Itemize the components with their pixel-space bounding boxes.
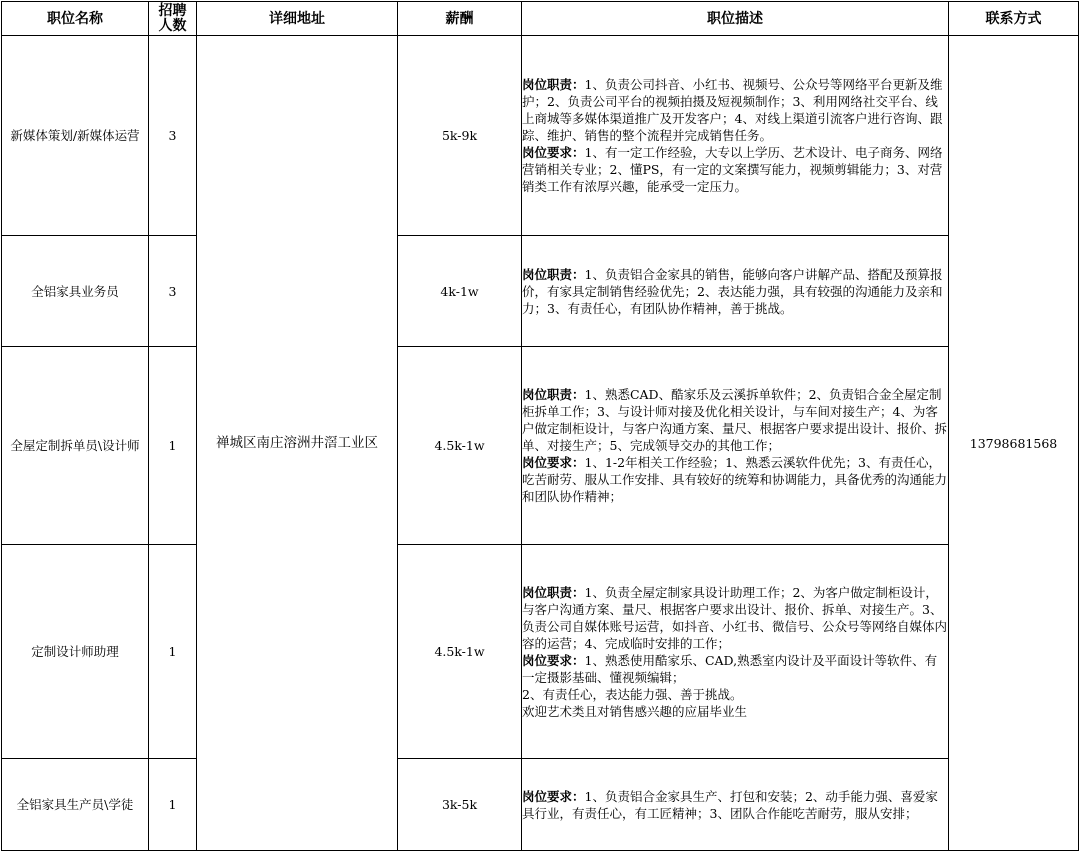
desc-block (522, 266, 948, 317)
table-header-row (2, 2, 1079, 36)
desc-text: 1、熟悉使用酷家乐、CAD,熟悉室内设计及平面设计等软件、有一定摄影基础、懂视频编辑； (522, 652, 938, 685)
desc-block (522, 703, 948, 720)
desc-block (522, 686, 948, 703)
job-title: 新媒体策划/新媒体运营 (2, 36, 149, 236)
job-count: 1 (149, 759, 197, 851)
job-contact: 13798681568 (949, 36, 1079, 851)
job-salary: 5k-9k (398, 36, 522, 236)
table-row (2, 236, 1079, 347)
desc-text: 1、负责全屋定制家具设计助理工作；2、为客户做定制柜设计，与客户沟通方案、量尺、根据客户要求出设计、报价、拆单、对接生产。3、负责公司自媒体账号运营，如抖音、小红书、微信号、公众号等网络自媒体内容的运营；4、完成临时安排的工作； (522, 584, 948, 651)
job-title: 全铝家具业务员 (2, 236, 149, 347)
header-count (149, 2, 197, 36)
table-row (2, 347, 1079, 545)
desc-text: 1、有一定工作经验，大专以上学历、艺术设计、电子商务、网络营销相关专业；2、懂PS，有一定的文案撰写能力，视频剪辑能力；3、对营销类工作有浓厚兴趣，能承受一定压力。 (522, 145, 943, 194)
job-salary: 4.5k-1w (398, 545, 522, 759)
desc-label: 岗位要求： (522, 788, 585, 804)
job-salary: 4k-1w (398, 236, 522, 347)
header-address: 详细地址 (197, 2, 398, 36)
job-description (522, 236, 949, 347)
desc-label: 岗位要求： (522, 455, 585, 470)
header-description: 职位描述 (522, 2, 949, 36)
table-row (2, 545, 1079, 759)
desc-label: 岗位职责： (522, 387, 585, 402)
job-count: 3 (149, 236, 197, 347)
desc-text: 1、负责公司抖音、小红书、视频号、公众号等网络平台更新及维护；2、负责公司平台的视频拍摄及短视频制作；3、利用网络社交平台、线上商城等多媒体渠道推广及开发客户；4、对线上渠道引流客户进行咨询、跟踪、维护、销售的整个流程并完成销售任务。 (522, 77, 943, 143)
job-address: 禅城区南庄溶洲井滘工业区 (197, 36, 398, 851)
header-salary: 薪酬 (398, 2, 522, 36)
desc-block (522, 652, 948, 686)
job-count: 3 (149, 36, 197, 236)
desc-block (522, 788, 948, 822)
job-table (1, 1, 1079, 851)
desc-label: 岗位职责： (522, 584, 585, 600)
desc-block (522, 454, 948, 505)
desc-text: 1、熟悉CAD、酷家乐及云溪拆单软件；2、负责铝合金全屋定制柜拆单工作；3、与设计师对接及优化相关设计，与车间对接生产；4、为客户做定制柜设计，与客户沟通方案、量尺、根据客户要求提出设计、报价、拆单、对接生产；5、完成领导交办的其他工作； (522, 387, 948, 453)
job-description (522, 759, 949, 851)
job-title: 全铝家具生产员\学徒 (2, 759, 149, 851)
desc-block (522, 76, 948, 144)
job-description (522, 545, 949, 759)
desc-block (522, 144, 948, 195)
desc-label: 岗位要求： (522, 652, 585, 668)
desc-text: 欢迎艺术类且对销售感兴趣的应届毕业生 (522, 703, 748, 719)
desc-label: 岗位职责： (522, 77, 585, 92)
job-title: 全屋定制拆单员\设计师 (2, 347, 149, 545)
table-row (2, 759, 1079, 851)
job-salary: 4.5k-1w (398, 347, 522, 545)
job-description (522, 36, 949, 236)
job-salary: 3k-5k (398, 759, 522, 851)
header-count-line2: 人数 (158, 17, 187, 34)
desc-label: 岗位要求： (522, 145, 585, 160)
table-row (2, 36, 1079, 236)
desc-text: 2、有责任心，表达能力强、善于挑战。 (522, 686, 743, 702)
job-description (522, 347, 949, 545)
job-count: 1 (149, 347, 197, 545)
job-title: 定制设计师助理 (2, 545, 149, 759)
desc-text: 1、负责铝合金家具的销售，能够向客户讲解产品、搭配及预算报价，有家具定制销售经验优先；2、表达能力强，具有较强的沟通能力及亲和力；3、有责任心，有团队协作精神，善于挑战。 (522, 266, 943, 316)
header-count-line1: 招聘 (158, 2, 187, 19)
desc-text: 1、负责铝合金家具生产、打包和安装；2、动手能力强、喜爱家具行业，有责任心，有工匠精神；3、团队合作能吃苦耐劳，服从安排； (522, 788, 938, 821)
desc-block (522, 386, 948, 454)
desc-block (522, 584, 948, 652)
header-title: 职位名称 (2, 2, 149, 36)
header-contact: 联系方式 (949, 2, 1079, 36)
desc-text: 1、1-2年相关工作经验；1、熟悉云溪软件优先；3、有责任心，吃苦耐劳、服从工作安排、具有较好的统筹和协调能力，具备优秀的沟通能力和团队协作精神； (522, 455, 948, 504)
desc-label: 岗位职责： (522, 266, 585, 282)
job-count: 1 (149, 545, 197, 759)
